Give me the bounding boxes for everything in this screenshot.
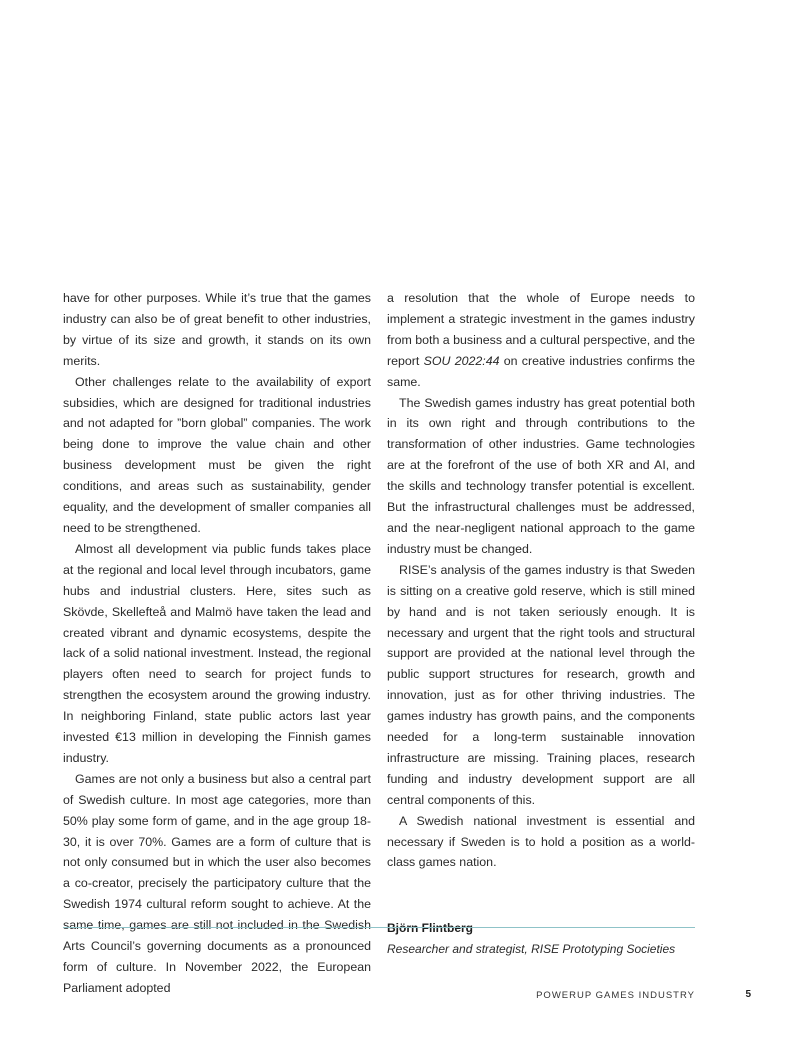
right-column <box>387 288 695 999</box>
author-signature <box>387 918 695 960</box>
author-name: Björn Flintberg <box>387 921 473 936</box>
left-column <box>63 288 371 999</box>
author-title: Researcher and strategist, RISE Prototyping Societies <box>387 942 676 957</box>
page-number: 5 <box>745 989 751 1000</box>
paragraph: have for other purposes. While it’s true that the games industry can also be of great benefit to other industries, by virtue of its size and growth, it stands on its own merits. <box>63 291 371 368</box>
paragraph-text: a resolution that the whole of Europe needs to implement a strategic investment in the games industry from both a business and a cultural perspective, and the report <box>387 291 695 368</box>
paragraph: The Swedish games industry has great potential both in its own right and through contributions to the transformation of other industries. Game technologies are at the forefront of the use of both XR and AI, and the skills and technology transfer potential is excellent. But the infrastructural challenges must be addressed, and the near-negligent national approach to the game industry must be changed. <box>387 395 695 556</box>
paragraph: Games are not only a business but also a central part of Swedish culture. In most age categories, more than 50% play some form of game, and in the age group 18-30, it is over 70%. Games are a form of culture that is not only consumed but in which the user also becomes a co-creator, precisely the participatory culture that the Swedish 1974 cultural reform sought to achieve. At the same time, games are still not included in the Swedish Arts Council’s governing documents as a pronounced form of culture. In November 2022, the European Parliament adopted <box>63 771 371 995</box>
paragraph: A Swedish national investment is essential and necessary if Sweden is to hold a position as a world-class games nation. <box>387 813 695 870</box>
paragraph <box>387 288 695 393</box>
divider-rule <box>63 927 695 928</box>
report-reference: SOU 2022:44 <box>423 353 500 368</box>
article-body <box>63 288 695 999</box>
paragraph: Almost all development via public funds takes place at the regional and local level through incubators, game hubs and industrial clusters. Here, sites such as Skövde, Skellefteå and Malmö have taken the lead and created vibrant and dynamic ecosystems, despite the lack of a solid national investment. Instead, the regional players often need to search for project funds to strengthen the ecosystem around the growing industry. In neighboring Finland, state public actors last year invested €13 million in developing the Finnish games industry. <box>63 541 371 765</box>
running-footer: POWERUP GAMES INDUSTRY <box>536 990 695 1001</box>
paragraph: RISE’s analysis of the games industry is that Sweden is sitting on a creative gold reserve, which is still mined by hand and is not taken seriously enough. It is necessary and urgent that the right tools and structural support are provided at the national level through the public support structures for research, growth and innovation, just as for other thriving industries. The games industry has growth pains, and the components needed for a long-term sustainable innovation infrastructure are missing. Training places, research funding and industry development support are all central components of this. <box>387 562 695 807</box>
paragraph: Other challenges relate to the availability of export subsidies, which are designed for traditional industries and not adapted for ”born global” companies. The work being done to improve the value chain and other business development must be given the right conditions, and areas such as sustainability, gender equality, and the development of smaller companies all need to be strengthened. <box>63 374 371 535</box>
paragraph-text: on creative industries confirms the same. <box>387 353 695 389</box>
